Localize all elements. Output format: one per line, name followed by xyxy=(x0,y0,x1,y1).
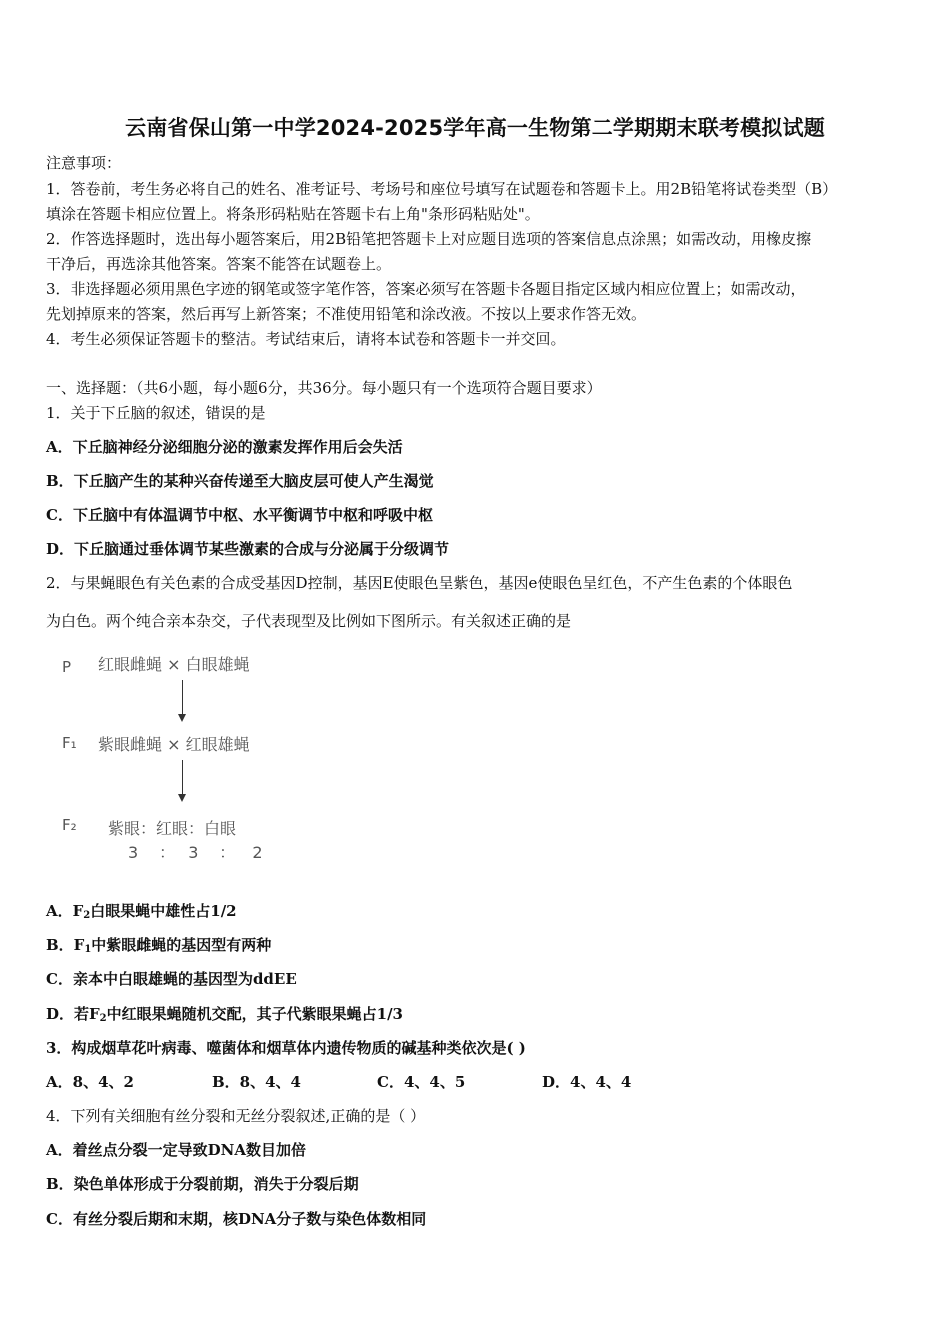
ratio-white: 2 xyxy=(252,843,263,862)
q1-option-b: B．下丘脑产生的某种兴奋传递至大脑皮层可使人产生渴觉 xyxy=(46,472,434,490)
q1-option-a: A．下丘脑神经分泌细胞分泌的激素发挥作用后会失活 xyxy=(46,438,403,456)
notice-heading: 注意事项： xyxy=(46,154,122,172)
notice-line-4: 干净后，再选涂其他答案。答案不能答在试题卷上。 xyxy=(46,255,392,273)
p-cross-text: 红眼雌蝇 × 白眼雄蝇 xyxy=(98,655,250,674)
q2-option-b: B．$F_1$中紫眼雌蝇的基因型有两种 xyxy=(46,936,272,955)
notice-line-2: 填涂在答题卡相应位置上。将条形码粘贴在答题卡右上角"条形码粘贴处"。 xyxy=(46,205,540,223)
notice-line-3: 2．作答选择题时，选出每小题答案后，用2B铅笔把答题卡上对应题目选项的答案信息点涂黑；如需改动，用橡皮擦 xyxy=(46,230,812,248)
q3-option-d: D．4、4、4 xyxy=(542,1073,632,1091)
q1-stem: 1．关于下丘脑的叙述，错误的是 xyxy=(46,404,266,422)
q1-option-d: D．下丘脑通过垂体调节某些激素的合成与分泌属于分级调节 xyxy=(46,540,450,558)
ratio-sep-1: ： xyxy=(159,843,176,862)
cross-diagram xyxy=(60,650,300,865)
arrow-p-to-f1 xyxy=(182,680,183,716)
notice-line-7: 4．考生必须保证答题卡的整洁。考试结束后，请将本试卷和答题卡一并交回。 xyxy=(46,330,566,348)
q3-stem: 3．构成烟草花叶病毒、噬菌体和烟草体内遗传物质的碱基种类依次是( ) xyxy=(46,1039,526,1057)
section-heading: 一、选择题：（共6小题，每小题6分，共36分。每小题只有一个选项符合题目要求） xyxy=(46,379,602,397)
f1-cross-text: 紫眼雌蝇 × 红眼雄蝇 xyxy=(98,735,250,754)
q4-stem: 4．下列有关细胞有丝分裂和无丝分裂叙述,正确的是（ ） xyxy=(46,1107,426,1125)
q2-option-c: C．亲本中白眼雄蝇的基因型为ddEE xyxy=(46,970,297,988)
ratio-purple: 3 xyxy=(128,843,139,862)
f2-phenotype-text: 紫眼：红眼：白眼 xyxy=(108,819,237,838)
q3-option-c: C．4、4、5 xyxy=(377,1073,466,1091)
notice-line-6: 先划掉原来的答案，然后再写上新答案；不准使用铅笔和涂改液。不按以上要求作答无效。 xyxy=(46,305,647,323)
q1-option-c: C．下丘脑中有体温调节中枢、水平衡调节中枢和呼吸中枢 xyxy=(46,506,433,524)
p-generation-label: P xyxy=(62,658,72,676)
q4-option-b: B．染色单体形成于分裂前期，消失于分裂后期 xyxy=(46,1175,359,1193)
q2-option-a: A．$F_2$白眼果蝇中雄性占1/2 xyxy=(46,902,237,921)
q2-stem-line-1: 2．与果蝇眼色有关色素的合成受基因D控制，基因E使眼色呈紫色，基因e使眼色呈红色，不产生色素的个体眼色 xyxy=(46,574,793,592)
ratio-sep-2: ： xyxy=(219,843,236,862)
notice-line-5: 3．非选择题必须用黑色字迹的钢笔或签字笔作答，答案必须写在答题卡各题目指定区域内相应位置上；如需改动， xyxy=(46,280,806,298)
notice-line-1: 1．答卷前，考生务必将自己的姓名、准考证号、考场号和座位号填写在试题卷和答题卡上。用2B铅笔将试卷类型（B） xyxy=(46,180,838,198)
q2-stem-line-2: 为白色。两个纯合亲本杂交，子代表现型及比例如下图所示。有关叙述正确的是 xyxy=(46,612,572,630)
page-title: 云南省保山第一中学2024-2025学年高一生物第二学期期末联考模拟试题 xyxy=(125,116,825,140)
f2-generation-label: F₂ xyxy=(62,816,77,834)
q4-option-a: A．着丝点分裂一定导致DNA数目加倍 xyxy=(46,1141,306,1159)
q3-option-b: B．8、4、4 xyxy=(212,1073,301,1091)
q3-option-a: A．8、4、2 xyxy=(46,1073,134,1091)
f1-generation-label: F₁ xyxy=(62,734,77,752)
ratio-red: 3 xyxy=(188,843,199,862)
q4-option-c: C．有丝分裂后期和末期，核DNA分子数与染色体数相同 xyxy=(46,1210,427,1228)
f2-ratio xyxy=(128,840,263,863)
arrow-f1-to-f2 xyxy=(182,760,183,796)
q2-option-d: D．若$F_2$中红眼果蝇随机交配，其子代紫眼果蝇占1/3 xyxy=(46,1005,403,1024)
